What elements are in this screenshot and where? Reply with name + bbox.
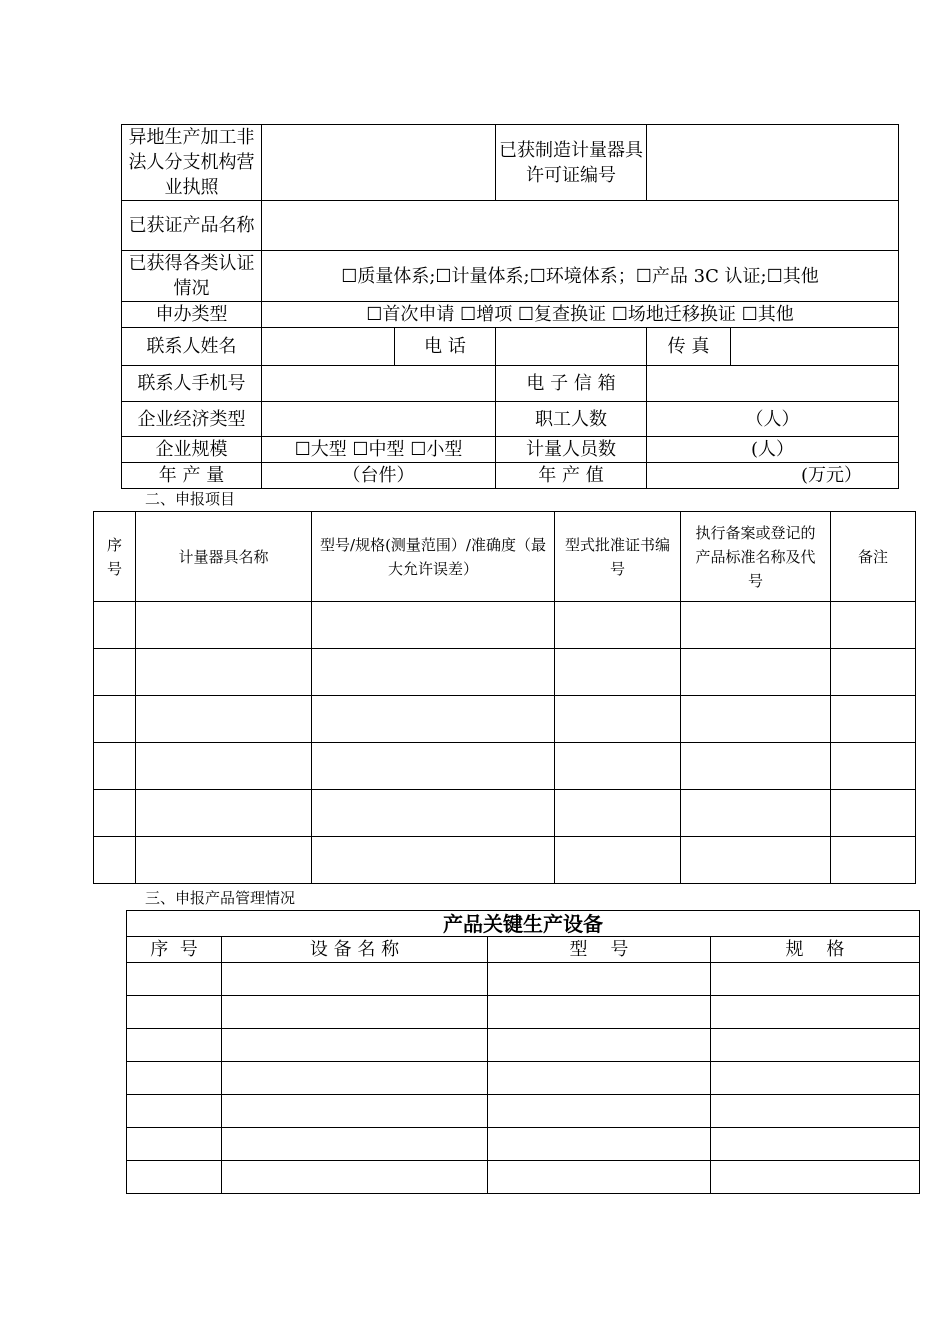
- declared-item-cell[interactable]: [681, 743, 831, 790]
- declared-item-cell[interactable]: [312, 602, 555, 649]
- declared-item-cell[interactable]: [94, 649, 136, 696]
- contact-mobile-input[interactable]: [262, 366, 496, 402]
- declared-item-cell[interactable]: [831, 743, 916, 790]
- header-remarks: 备注: [831, 512, 916, 602]
- declared-item-cell[interactable]: [94, 743, 136, 790]
- application-type-options[interactable]: ☐首次申请 ☐增项 ☐复查换证 ☐场地迁移换证 ☐其他: [262, 302, 899, 328]
- declared-item-cell[interactable]: [555, 602, 681, 649]
- equipment-cell[interactable]: [222, 1095, 488, 1128]
- declared-item-cell[interactable]: [555, 837, 681, 884]
- declared-item-cell[interactable]: [94, 837, 136, 884]
- declared-item-cell[interactable]: [312, 790, 555, 837]
- declared-item-cell[interactable]: [831, 790, 916, 837]
- equipment-cell[interactable]: [488, 1161, 711, 1194]
- declared-item-cell[interactable]: [681, 696, 831, 743]
- declared-item-cell[interactable]: [555, 790, 681, 837]
- equipment-cell[interactable]: [488, 1062, 711, 1095]
- equipment-cell[interactable]: [711, 1029, 920, 1062]
- email-label: 电 子 信 箱: [496, 366, 647, 402]
- phone-label: 电 话: [395, 328, 496, 366]
- header-approval-cert-no: 型式批准证书编号: [555, 512, 681, 602]
- equipment-cell[interactable]: [488, 1128, 711, 1161]
- declared-items-body: [94, 602, 916, 884]
- header-model-spec: 型号/规格(测量范围）/准确度（最大允许误差）: [312, 512, 555, 602]
- declared-item-cell[interactable]: [831, 696, 916, 743]
- equipment-cell[interactable]: [127, 996, 222, 1029]
- equipment-row: [127, 1128, 920, 1161]
- obtained-mfg-license-input[interactable]: [647, 125, 899, 201]
- declared-item-cell[interactable]: [312, 649, 555, 696]
- section-3-title: 三、申报产品管理情况: [145, 889, 296, 907]
- equipment-cell[interactable]: [711, 996, 920, 1029]
- declared-item-cell[interactable]: [94, 602, 136, 649]
- declared-item-cell[interactable]: [555, 696, 681, 743]
- equipment-cell[interactable]: [488, 996, 711, 1029]
- declared-item-cell[interactable]: [312, 696, 555, 743]
- equipment-table-title: 产品关键生产设备: [127, 911, 920, 937]
- declared-item-cell[interactable]: [831, 602, 916, 649]
- declared-item-row: [94, 790, 916, 837]
- fax-input[interactable]: [731, 328, 899, 366]
- equipment-cell[interactable]: [222, 1062, 488, 1095]
- contact-name-label: 联系人姓名: [122, 328, 262, 366]
- equipment-row: [127, 1161, 920, 1194]
- declared-item-cell[interactable]: [831, 649, 916, 696]
- staff-count-label: 职工人数: [496, 402, 647, 437]
- application-info-table: [121, 124, 899, 489]
- email-input[interactable]: [647, 366, 899, 402]
- declared-item-cell[interactable]: [555, 743, 681, 790]
- declared-item-row: [94, 696, 916, 743]
- declared-item-cell[interactable]: [681, 649, 831, 696]
- equipment-cell[interactable]: [127, 1095, 222, 1128]
- declared-item-row: [94, 837, 916, 884]
- equipment-cell[interactable]: [127, 1029, 222, 1062]
- phone-input[interactable]: [496, 328, 647, 366]
- declared-item-cell[interactable]: [136, 696, 312, 743]
- annual-output-label: 年 产 量: [122, 463, 262, 489]
- contact-mobile-label: 联系人手机号: [122, 366, 262, 402]
- scale-label: 企业规模: [122, 437, 262, 463]
- annual-value-unit[interactable]: (万元）: [647, 463, 899, 489]
- header-seq: 序号: [94, 512, 136, 602]
- equipment-cell[interactable]: [711, 1062, 920, 1095]
- equip-header-seq: 序 号: [127, 937, 222, 963]
- annual-value-label: 年 产 值: [496, 463, 647, 489]
- declared-item-cell[interactable]: [136, 790, 312, 837]
- declared-items-table: [93, 511, 916, 884]
- equipment-cell[interactable]: [222, 1128, 488, 1161]
- equipment-row: [127, 963, 920, 996]
- equipment-cell[interactable]: [711, 963, 920, 996]
- declared-item-cell[interactable]: [136, 649, 312, 696]
- declared-item-cell[interactable]: [136, 602, 312, 649]
- metrology-staff-unit[interactable]: (人）: [647, 437, 899, 463]
- certifications-label: 已获得各类认证情况: [122, 251, 262, 302]
- declared-item-row: [94, 602, 916, 649]
- equipment-cell[interactable]: [127, 1128, 222, 1161]
- equipment-cell[interactable]: [711, 1161, 920, 1194]
- certifications-options[interactable]: ☐质量体系;☐计量体系;☐环境体系；☐产品 3C 认证;☐其他: [262, 251, 899, 302]
- scale-options[interactable]: ☐大型 ☐中型 ☐小型: [262, 437, 496, 463]
- equipment-cell[interactable]: [488, 1095, 711, 1128]
- equipment-cell[interactable]: [222, 1029, 488, 1062]
- equipment-cell[interactable]: [488, 1029, 711, 1062]
- equipment-cell[interactable]: [711, 1128, 920, 1161]
- declared-item-cell[interactable]: [136, 743, 312, 790]
- declared-item-row: [94, 649, 916, 696]
- fax-label: 传 真: [647, 328, 731, 366]
- declared-item-cell[interactable]: [555, 649, 681, 696]
- application-type-label: 申办类型: [122, 302, 262, 328]
- equip-header-spec: 规 格: [711, 937, 920, 963]
- obtained-mfg-license-label: 已获制造计量器具许可证编号: [496, 125, 647, 201]
- equipment-row: [127, 996, 920, 1029]
- declared-item-cell[interactable]: [681, 602, 831, 649]
- economic-type-input[interactable]: [262, 402, 496, 437]
- declared-item-cell[interactable]: [312, 743, 555, 790]
- remote-branch-license-label: 异地生产加工非法人分支机构营业执照: [122, 125, 262, 201]
- equipment-cell[interactable]: [127, 963, 222, 996]
- equipment-cell[interactable]: [222, 1161, 488, 1194]
- declared-item-cell[interactable]: [681, 790, 831, 837]
- section-2-title: 二、申报项目: [145, 490, 236, 508]
- equip-header-model: 型 号: [488, 937, 711, 963]
- contact-name-input[interactable]: [262, 328, 395, 366]
- declared-item-row: [94, 743, 916, 790]
- declared-item-cell[interactable]: [312, 837, 555, 884]
- equipment-cell[interactable]: [127, 1062, 222, 1095]
- declared-item-cell[interactable]: [94, 696, 136, 743]
- annual-output-unit[interactable]: （台件）: [262, 463, 496, 489]
- equipment-row: [127, 1029, 920, 1062]
- header-instrument-name: 计量器具名称: [136, 512, 312, 602]
- declared-item-cell[interactable]: [831, 837, 916, 884]
- certified-product-label: 已获证产品名称: [122, 201, 262, 251]
- metrology-staff-label: 计量人员数: [496, 437, 647, 463]
- equipment-cell[interactable]: [711, 1095, 920, 1128]
- equipment-row: [127, 1095, 920, 1128]
- declared-item-cell[interactable]: [136, 837, 312, 884]
- economic-type-label: 企业经济类型: [122, 402, 262, 437]
- certified-product-input[interactable]: [262, 201, 899, 251]
- equipment-cell[interactable]: [222, 963, 488, 996]
- equipment-body: [127, 963, 920, 1194]
- equip-header-name: 设 备 名 称: [222, 937, 488, 963]
- remote-branch-license-input[interactable]: [262, 125, 496, 201]
- declared-item-cell[interactable]: [94, 790, 136, 837]
- equipment-row: [127, 1062, 920, 1095]
- declared-item-cell[interactable]: [681, 837, 831, 884]
- equipment-cell[interactable]: [222, 996, 488, 1029]
- equipment-table: [126, 910, 920, 1194]
- equipment-cell[interactable]: [488, 963, 711, 996]
- staff-count-unit[interactable]: （人）: [647, 402, 899, 437]
- equipment-cell[interactable]: [127, 1161, 222, 1194]
- header-product-standard: 执行备案或登记的产品标准名称及代号: [681, 512, 831, 602]
